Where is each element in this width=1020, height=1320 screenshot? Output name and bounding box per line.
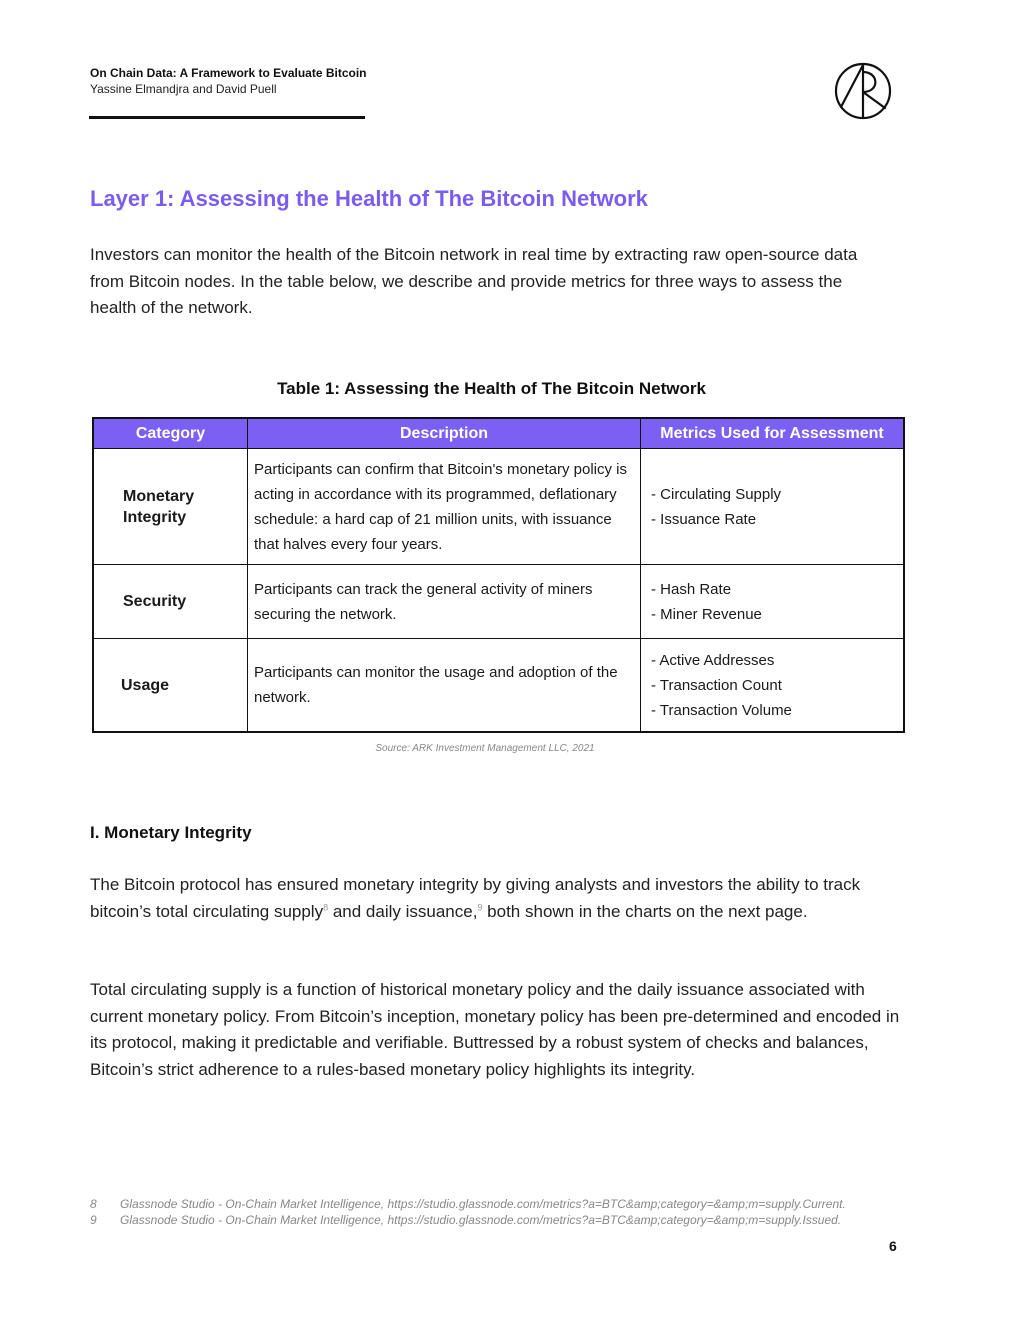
footnote-ref-8[interactable]: 8 xyxy=(323,901,329,912)
document-title: On Chain Data: A Framework to Evaluate Bitcoin xyxy=(90,66,367,80)
metric-item: - Transaction Volume xyxy=(651,701,792,719)
section-heading: Layer 1: Assessing the Health of The Bitcoin Network xyxy=(90,186,648,211)
footnote-text[interactable]: Glassnode Studio - On-Chain Market Intelligence, https://studio.glassnode.com/metrics?a=BTC&amp;category=&amp;m=supply.Current. xyxy=(120,1197,846,1211)
table-source: Source: ARK Investment Management LLC, 2021 xyxy=(375,743,595,754)
footnote xyxy=(90,1197,846,1211)
metric-item: - Active Addresses xyxy=(651,651,775,669)
paragraph-text: both shown in the charts on the next page. xyxy=(482,901,808,921)
assessment-table xyxy=(92,417,905,733)
row-description: Participants can monitor the usage and adoption of the network. xyxy=(248,639,641,733)
paragraph-text: and daily issuance, xyxy=(328,901,478,921)
category-label: Usage xyxy=(121,676,170,694)
footnote-ref-9[interactable]: 9 xyxy=(477,901,483,912)
page-number: 6 xyxy=(889,1238,897,1254)
row-metrics xyxy=(641,639,905,733)
header-metrics: Metrics Used for Assessment xyxy=(641,418,905,449)
table-row xyxy=(93,565,904,639)
header-divider xyxy=(89,116,365,119)
table-row xyxy=(93,449,904,565)
metric-item: - Circulating Supply xyxy=(651,485,782,503)
row-metrics xyxy=(641,565,905,639)
metric-item: - Miner Revenue xyxy=(651,605,762,623)
row-category xyxy=(93,639,248,733)
monetary-paragraph-1 xyxy=(90,872,905,925)
monetary-paragraph-2: Total circulating supply is a function of historical monetary policy and the daily issuance associated with current monetary policy. From Bitcoin’s inception, monetary policy has been pre-determined and encoded in its protocol, making it predictable and verifiable. Buttressed by a robust system of checks and balances, Bitcoin’s strict adherence to a rules-based monetary policy highlights its integrity. xyxy=(90,980,900,1079)
table-caption: Table 1: Assessing the Health of The Bitcoin Network xyxy=(277,379,706,398)
table-header-row xyxy=(93,418,904,449)
metric-item: - Hash Rate xyxy=(651,580,732,598)
row-description: Participants can confirm that Bitcoin's monetary policy is acting in accordance with its programmed, deflationary schedule: a hard cap of 21 million units, with issuance that halves every four years. xyxy=(248,449,641,565)
footnote-text[interactable]: Glassnode Studio - On-Chain Market Intelligence, https://studio.glassnode.com/metrics?a=BTC&amp;category=&amp;m=supply.Issued. xyxy=(120,1213,842,1227)
row-metrics xyxy=(641,449,905,565)
footnote xyxy=(90,1213,841,1227)
category-label: Monetary Integrity xyxy=(123,487,195,526)
document-authors: Yassine Elmandjra and David Puell xyxy=(90,82,277,96)
row-description: Participants can track the general activity of miners securing the network. xyxy=(248,565,641,639)
ark-logo-icon xyxy=(834,62,892,120)
header-category: Category xyxy=(93,418,248,449)
metric-item: - Issuance Rate xyxy=(651,510,757,528)
header-description: Description xyxy=(248,418,641,449)
paragraph-text: The Bitcoin protocol has ensured monetary integrity by giving analysts and investors the ability to track bitcoin’s total circulating supply xyxy=(90,875,861,921)
table-row xyxy=(93,639,904,733)
row-category xyxy=(93,565,248,639)
footnote-number: 8 xyxy=(90,1197,97,1211)
row-category xyxy=(93,449,248,565)
metric-item: - Transaction Count xyxy=(651,676,782,694)
category-label: Security xyxy=(123,593,187,610)
intro-paragraph: Investors can monitor the health of the Bitcoin network in real time by extracting raw open-source data from Bitcoin nodes. In the table below, we describe and provide metrics for three ways to assess the health of the network. xyxy=(90,245,858,317)
footnote-number: 9 xyxy=(90,1213,97,1227)
subsection-heading: I. Monetary Integrity xyxy=(90,823,252,842)
